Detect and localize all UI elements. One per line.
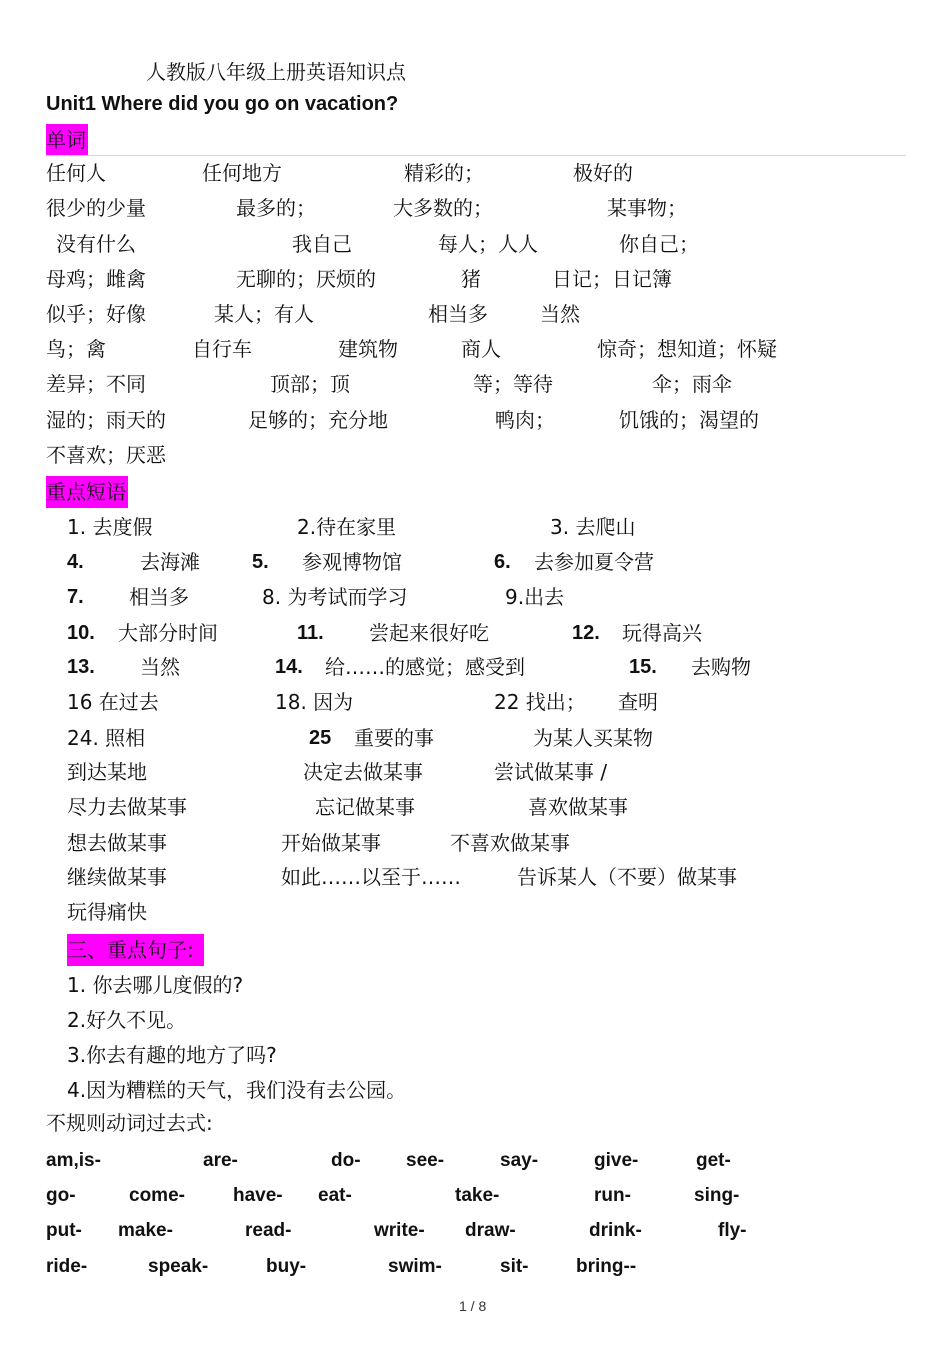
phrase-item: 16 在过去	[67, 690, 159, 714]
word-item: 顶部；顶	[270, 372, 350, 396]
word-item: 不喜欢；厌恶	[46, 443, 166, 467]
phrase-number: 12.	[572, 622, 600, 644]
phrase-item: 不喜欢做某事	[450, 831, 570, 855]
phrase-item: 尽力去做某事	[67, 795, 187, 819]
unit-title: Unit1 Where did you go on vacation?	[46, 93, 399, 115]
phrase-item: 当然	[140, 655, 180, 679]
word-item: 自行车	[192, 337, 252, 361]
verb-item: speak-	[148, 1256, 209, 1277]
phrase-item: 1. 去度假	[67, 515, 153, 539]
phrase-number: 7.	[67, 586, 84, 608]
phrase-item: 24. 照相	[67, 726, 146, 750]
phrase-item: 忘记做某事	[315, 795, 415, 819]
word-item: 湿的；雨天的	[46, 408, 166, 432]
verb-item: get-	[696, 1150, 731, 1171]
document-title: 人教版八年级上册英语知识点	[146, 60, 406, 84]
verb-item: buy-	[266, 1256, 307, 1277]
verb-item: make-	[118, 1220, 173, 1241]
verb-item: do-	[331, 1150, 361, 1171]
sentence-item: 3.你去有趣的地方了吗?	[67, 1043, 277, 1067]
phrase-item: 参观博物馆	[302, 550, 402, 574]
verb-item: drink-	[589, 1220, 642, 1241]
sentence-item: 1. 你去哪儿度假的?	[67, 973, 244, 997]
phrase-item: 9.出去	[505, 585, 565, 609]
verb-item: give-	[594, 1150, 639, 1171]
word-item: 差异；不同	[46, 372, 146, 396]
verb-item: bring--	[576, 1256, 637, 1277]
phrase-number: 4.	[67, 551, 84, 573]
phrase-item: 继续做某事	[67, 865, 167, 889]
verb-item: go-	[46, 1185, 76, 1206]
word-item: 惊奇；想知道；怀疑	[597, 337, 777, 361]
phrase-item: 如此……以至于……	[281, 865, 461, 889]
word-item: 足够的；充分地	[248, 408, 388, 432]
phrases-heading: 重点短语	[46, 476, 128, 508]
word-item: 商人	[461, 337, 501, 361]
word-item: 某人；有人	[214, 302, 314, 326]
word-item: 每人；人人	[438, 232, 538, 256]
verb-item: come-	[129, 1185, 185, 1206]
verb-item: have-	[233, 1185, 283, 1206]
phrase-number: 13.	[67, 656, 95, 678]
word-item: 无聊的；厌烦的	[236, 267, 376, 291]
phrase-item: 去海滩	[140, 550, 200, 574]
sentence-item: 4.因为糟糕的天气，我们没有去公园。	[67, 1078, 407, 1102]
word-item: 极好的	[573, 161, 633, 185]
phrase-item: 到达某地	[67, 760, 147, 784]
sentence-item: 2.好久不见。	[67, 1008, 187, 1032]
words-heading: 单词	[46, 124, 88, 156]
phrase-number: 11.	[297, 622, 324, 644]
verb-item: take-	[455, 1185, 500, 1206]
phrase-number: 6.	[494, 551, 511, 573]
word-item: 精彩的；	[404, 161, 484, 185]
phrase-item: 3. 去爬山	[550, 515, 636, 539]
phrase-item: 开始做某事	[281, 831, 381, 855]
verb-item: read-	[245, 1220, 292, 1241]
verb-item: eat-	[318, 1185, 352, 1206]
phrase-number: 14.	[275, 656, 303, 678]
phrase-item: 8. 为考试而学习	[262, 585, 408, 609]
word-item: 大多数的；	[393, 196, 493, 220]
verb-item: run-	[594, 1185, 631, 1206]
word-item: 伞；雨伞	[652, 372, 732, 396]
phrase-number: 25	[309, 727, 332, 749]
page-number: 1 / 8	[459, 1298, 487, 1314]
phrase-item: 大部分时间	[118, 621, 218, 645]
word-item: 没有什么	[56, 232, 136, 256]
verb-item: write-	[374, 1220, 425, 1241]
phrase-item: 告诉某人（不要）做某事	[517, 865, 737, 889]
phrase-number: 5.	[252, 551, 269, 573]
phrase-item: 去参加夏令营	[534, 550, 654, 574]
phrase-item: 尝起来很好吃	[369, 621, 489, 645]
word-item: 猪	[461, 267, 481, 291]
word-item: 某事物；	[607, 196, 687, 220]
verb-item: sing-	[694, 1185, 740, 1206]
verb-item: fly-	[718, 1220, 747, 1241]
verb-item: see-	[406, 1150, 445, 1171]
sentences-heading: 三、重点句子:	[67, 934, 204, 966]
word-item: 似乎；好像	[46, 302, 146, 326]
phrase-item: 想去做某事	[67, 831, 167, 855]
verb-item: put-	[46, 1220, 82, 1241]
divider	[46, 155, 906, 156]
word-item: 我自己	[292, 232, 352, 256]
phrase-item: 2.待在家里	[297, 515, 397, 539]
word-item: 建筑物	[338, 337, 398, 361]
word-item: 当然	[540, 302, 580, 326]
phrase-number: 15.	[629, 656, 657, 678]
phrase-item: 去购物	[691, 655, 751, 679]
phrase-number: 10.	[67, 622, 95, 644]
irregular-heading: 不规则动词过去式:	[46, 1111, 213, 1135]
word-item: 很少的少量	[46, 196, 146, 220]
word-item: 任何人	[46, 161, 106, 185]
word-item: 饥饿的；渴望的	[619, 408, 759, 432]
word-item: 日记；日记簿	[552, 267, 672, 291]
phrase-item: 决定去做某事	[303, 760, 423, 784]
verb-item: sit-	[500, 1256, 529, 1277]
phrase-item: 18. 因为	[275, 690, 354, 714]
phrase-item: 给……的感觉；感受到	[325, 655, 525, 679]
phrase-item: 相当多	[129, 585, 189, 609]
word-item: 鸭肉；	[495, 408, 555, 432]
phrase-item: 玩得高兴	[622, 621, 702, 645]
phrase-item: 重要的事	[354, 726, 434, 750]
word-item: 任何地方	[202, 161, 282, 185]
phrase-item: 为某人买某物	[533, 726, 653, 750]
verb-item: say-	[500, 1150, 539, 1171]
word-item: 最多的；	[236, 196, 316, 220]
verb-item: swim-	[388, 1256, 442, 1277]
phrase-item: 查明	[618, 690, 658, 714]
word-item: 鸟；禽	[46, 337, 106, 361]
verb-item: ride-	[46, 1256, 88, 1277]
phrase-item: 喜欢做某事	[528, 795, 628, 819]
word-item: 母鸡；雌禽	[46, 267, 146, 291]
word-item: 等；等待	[473, 372, 553, 396]
verb-item: draw-	[465, 1220, 516, 1241]
phrase-item: 玩得痛快	[67, 900, 147, 924]
word-item: 你自己；	[619, 232, 699, 256]
verb-item: are-	[203, 1150, 238, 1171]
phrase-item: 22 找出；	[494, 690, 586, 714]
phrase-item: 尝试做某事 /	[494, 760, 608, 784]
verb-item: am,is-	[46, 1150, 101, 1171]
word-item: 相当多	[428, 302, 488, 326]
